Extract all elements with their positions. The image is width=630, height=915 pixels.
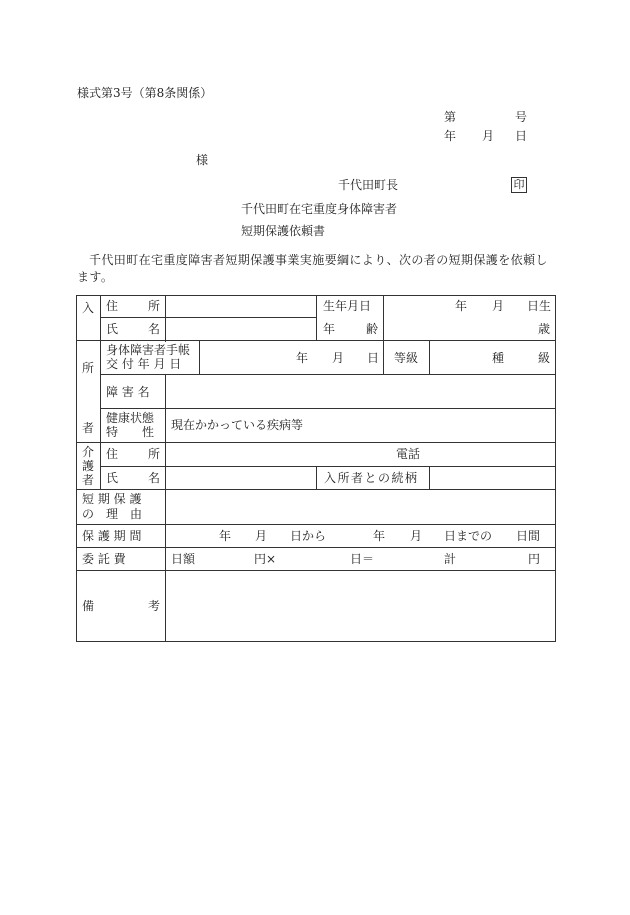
fee-yen-total: 円 [528, 552, 541, 566]
label-handbook-1: 身体障害者手帳 [106, 343, 191, 357]
period-from-day: 日から [290, 529, 327, 543]
form-id: 様式第3号（第8条関係） [77, 86, 213, 100]
grade-type: 種 [492, 351, 505, 365]
label-address-2: 所 [148, 299, 161, 313]
label-reason-2: の 理 由 [82, 507, 143, 521]
label-age-1: 年 [323, 322, 336, 336]
group-nyu: 入 [82, 301, 95, 315]
fee-total: 計 [444, 552, 457, 566]
label-health-1: 健康状態 [106, 411, 155, 425]
handbook-month: 月 [332, 351, 345, 365]
date-day: 日 [515, 129, 528, 143]
label-disability: 障 害 名 [106, 385, 150, 399]
label-reason-1: 短 期 保 護 [82, 492, 142, 506]
label-cg-name-2: 名 [148, 471, 161, 485]
health-value: 現在かかっている疾病等 [171, 418, 304, 432]
seal-stamp: 印 [511, 177, 527, 193]
birth-day: 日生 [527, 299, 552, 313]
label-remarks-1: 備 [82, 599, 95, 613]
period-from-year: 年 [219, 529, 232, 543]
group-sha: 者 [82, 421, 95, 435]
group-sho: 所 [82, 361, 95, 375]
label-phone: 電話 [396, 447, 421, 461]
handbook-day: 日 [367, 351, 380, 365]
grade-level: 級 [538, 351, 551, 365]
label-health-2: 特 性 [106, 425, 155, 439]
group-go: 護 [82, 459, 95, 473]
period-days: 日間 [516, 529, 541, 543]
label-name-2: 名 [148, 322, 161, 336]
mayor-title: 千代田町長 [338, 178, 399, 192]
label-address-1: 住 [106, 299, 119, 313]
fee-yen-times: 円× [254, 552, 277, 566]
handbook-year: 年 [296, 351, 309, 365]
birth-year: 年 [455, 299, 468, 313]
date-month: 月 [482, 129, 495, 143]
document-title-line1: 千代田町在宅重度身体障害者 [241, 202, 398, 216]
number-dai: 第 [444, 110, 457, 124]
label-grade: 等級 [394, 351, 419, 365]
label-birthdate: 生年月日 [323, 299, 372, 313]
label-remarks-2: 考 [148, 599, 161, 613]
document-title-line2: 短期保護依頼書 [241, 224, 326, 238]
label-handbook-2: 交 付 年 月 日 [106, 357, 182, 371]
label-cg-address-2: 所 [148, 447, 161, 461]
period-to-month: 月 [410, 529, 423, 543]
group-sha2: 者 [82, 473, 95, 487]
date-year: 年 [444, 129, 457, 143]
fee-daily: 日額 [171, 552, 196, 566]
age-unit: 歳 [538, 322, 551, 336]
label-name-1: 氏 [106, 322, 119, 336]
birth-month: 月 [492, 299, 505, 313]
label-cg-name-1: 氏 [106, 471, 119, 485]
period-from-month: 月 [255, 529, 268, 543]
addressee-sama: 様 [196, 153, 209, 167]
label-relation: 入所者との続柄 [324, 471, 419, 485]
label-age-2: 齢 [366, 322, 379, 336]
fee-days-equals: 日＝ [350, 552, 375, 566]
period-to-day: 日までの [444, 529, 493, 543]
intro-paragraph: 千代田町在宅重度障害者短期保護事業実施要綱により、次の者の短期保護を依頼します。 [77, 253, 548, 284]
number-go: 号 [515, 110, 528, 124]
period-to-year: 年 [373, 529, 386, 543]
label-fee: 委 託 費 [82, 552, 126, 566]
group-kai: 介 [82, 445, 95, 459]
label-period: 保 護 期 間 [82, 529, 142, 543]
label-cg-address-1: 住 [106, 447, 119, 461]
